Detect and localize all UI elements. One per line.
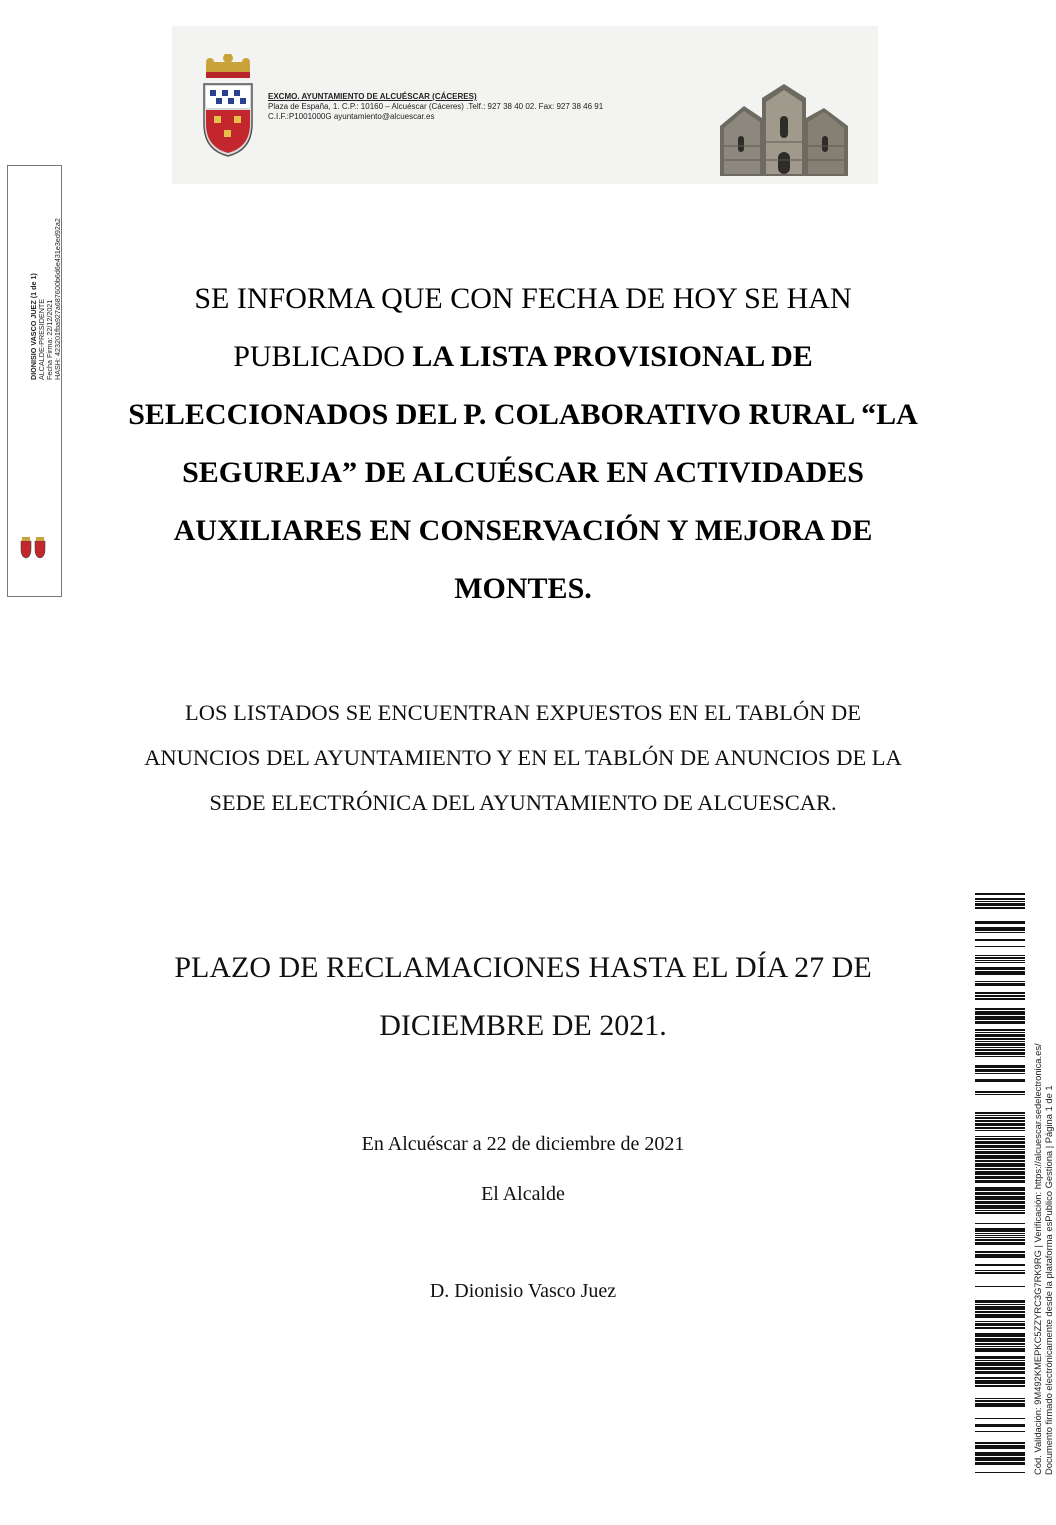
barcode-bar bbox=[975, 962, 1025, 963]
cif-line: C.I.F.:P1001000G ayuntamiento@alcuescar.es bbox=[268, 112, 435, 121]
barcode-bar bbox=[975, 981, 1025, 982]
barcode-bar bbox=[975, 1052, 1025, 1055]
signer-line: DIONISIO VASCO JUEZ (1 de 1) bbox=[29, 273, 38, 380]
barcode-bar bbox=[975, 1235, 1025, 1236]
barcode-bar bbox=[975, 1380, 1025, 1384]
barcode-bar bbox=[975, 1079, 1025, 1082]
barcode-bar bbox=[975, 1314, 1025, 1318]
barcode-bar bbox=[975, 893, 1025, 895]
barcode-bar bbox=[975, 1264, 1025, 1266]
barcode-bar bbox=[975, 1073, 1025, 1074]
barcode-bar bbox=[975, 960, 1025, 961]
signature-hash: HASH: 423201fba927a687600b6d6e431e3ed92a2 bbox=[53, 218, 62, 380]
barcode-bar bbox=[975, 995, 1025, 997]
barcode-bar bbox=[975, 1056, 1025, 1057]
barcode-bar bbox=[975, 1123, 1025, 1126]
barcode-bar bbox=[975, 1160, 1025, 1162]
barcode-bar bbox=[975, 1431, 1025, 1432]
barcode-bar bbox=[975, 1272, 1025, 1274]
church-photo bbox=[714, 76, 854, 180]
signer-role: ALCALDE-PRESIDENTE bbox=[37, 298, 46, 380]
barcode-bar bbox=[975, 1138, 1025, 1140]
barcode-bar bbox=[975, 1223, 1025, 1224]
barcode-bar bbox=[975, 1115, 1025, 1116]
barcode-bar bbox=[975, 1069, 1025, 1072]
barcode-bar bbox=[975, 1155, 1025, 1159]
barcode-bar bbox=[975, 1377, 1025, 1379]
barcode-bar bbox=[975, 992, 1025, 994]
barcode-bar bbox=[975, 1442, 1025, 1444]
barcode-bar bbox=[975, 901, 1025, 902]
barcode-bar bbox=[975, 1176, 1025, 1179]
barcode-bar bbox=[975, 1367, 1025, 1370]
barcode-bar bbox=[975, 1457, 1025, 1461]
barcode-bar bbox=[975, 1371, 1025, 1374]
barcode-bar bbox=[975, 1141, 1025, 1144]
listados-paragraph: LOS LISTADOS SE ENCUENTRAN EXPUESTOS EN EL TABLÓN DE ANUNCIOS DEL AYUNTAMIENTO Y EN EL TABLÓN DE ANUNCIOS DE LA SEDE ELECTRÓNICA DEL AYUNTAMIENTO DE ALCUESCAR. bbox=[144, 700, 902, 815]
barcode-bar bbox=[975, 1029, 1025, 1031]
barcode-bar bbox=[975, 957, 1025, 959]
barcode-bar bbox=[975, 1251, 1025, 1253]
barcode-bar bbox=[975, 955, 1025, 956]
letterhead bbox=[172, 26, 878, 184]
barcode-bar bbox=[975, 1094, 1025, 1095]
barcode-bar bbox=[975, 1091, 1025, 1093]
barcode-bar bbox=[975, 1151, 1025, 1154]
signer-name: D. Dionisio Vasco Juez bbox=[429, 1280, 617, 1302]
signer-role-label: El Alcalde bbox=[481, 1183, 565, 1205]
barcode-bar bbox=[975, 1047, 1025, 1048]
barcode-bar bbox=[975, 1127, 1025, 1129]
barcode-bar bbox=[975, 1286, 1025, 1287]
barcode-bar bbox=[975, 1338, 1025, 1342]
plazo-paragraph: PLAZO DE RECLAMACIONES HASTA EL DÍA 27 DE DICIEMBRE DE 2021. bbox=[174, 951, 872, 1042]
barcode-bar bbox=[975, 983, 1025, 986]
barcode-bar bbox=[975, 1180, 1025, 1183]
barcode bbox=[975, 893, 1025, 1473]
verification-text bbox=[1032, 1043, 1054, 1475]
barcode-bar bbox=[975, 1228, 1025, 1232]
barcode-bar bbox=[975, 1212, 1025, 1214]
barcode-bar bbox=[975, 1327, 1025, 1329]
barcode-bar bbox=[975, 1270, 1025, 1271]
barcode-bar bbox=[975, 1321, 1025, 1322]
barcode-bar bbox=[975, 1254, 1025, 1258]
barcode-bar bbox=[975, 1452, 1025, 1456]
barcode-bar bbox=[975, 1424, 1025, 1427]
barcode-bar bbox=[975, 1145, 1025, 1148]
verification-platform-line: Documento firmado electrónicamente desde la plataforma esPublico Gestiona | Página 1 de 1 bbox=[1043, 1085, 1054, 1475]
barcode-bar bbox=[975, 1472, 1025, 1473]
barcode-bar bbox=[975, 1362, 1025, 1366]
barcode-bar bbox=[975, 898, 1025, 900]
barcode-bar bbox=[975, 1205, 1025, 1209]
barcode-bar bbox=[975, 1171, 1025, 1175]
signature-date: Fecha Firma: 22/12/2021 bbox=[45, 299, 54, 380]
barcode-bar bbox=[975, 927, 1025, 931]
barcode-bar bbox=[975, 1323, 1025, 1326]
barcode-bar bbox=[975, 1149, 1025, 1150]
barcode-bar bbox=[975, 1348, 1025, 1352]
signature-text bbox=[30, 80, 62, 380]
barcode-bar bbox=[975, 1306, 1025, 1310]
stamp-crest-icon bbox=[19, 535, 47, 559]
barcode-bar bbox=[975, 946, 1025, 947]
coat-of-arms-icon bbox=[196, 54, 260, 158]
barcode-bar bbox=[975, 1187, 1025, 1191]
barcode-bar bbox=[975, 1418, 1025, 1419]
barcode-bar bbox=[975, 1242, 1025, 1245]
barcode-bar bbox=[975, 1163, 1025, 1167]
title-bold: LA LISTA PROVISIONAL DE SELECCIONADOS DEL P. COLABORATIVO RURAL “LA SEGUREJA” DE ALCUÉSCAR EN ACTIVIDADES AUXILIARES EN CONSERVACIÓN Y MEJORA DE MONTES. bbox=[128, 340, 918, 605]
address-line: Plaza de España, 1. C.P.: 10160 – Alcuéscar (Cáceres) .Telf.: 927 38 40 02. Fax: 927 38 46 91 bbox=[268, 102, 604, 111]
barcode-bar bbox=[975, 1201, 1025, 1204]
barcode-bar bbox=[975, 1233, 1025, 1234]
barcode-bar bbox=[975, 903, 1025, 906]
barcode-bar bbox=[975, 967, 1025, 970]
barcode-bar bbox=[975, 1360, 1025, 1361]
barcode-bar bbox=[975, 1021, 1025, 1024]
barcode-bar bbox=[975, 1403, 1025, 1407]
barcode-bar bbox=[975, 1210, 1025, 1211]
barcode-bar bbox=[975, 907, 1025, 909]
barcode-bar bbox=[975, 1136, 1025, 1137]
barcode-bar bbox=[975, 971, 1025, 975]
barcode-bar bbox=[975, 1237, 1025, 1238]
title-intro: SE INFORMA QUE CON FECHA DE HOY SE HAN PUBLICADO bbox=[194, 282, 852, 373]
barcode-bar bbox=[975, 1333, 1025, 1337]
barcode-bar bbox=[975, 1016, 1025, 1020]
barcode-bar bbox=[975, 1168, 1025, 1170]
barcode-bar bbox=[975, 1311, 1025, 1313]
place-date: En Alcuéscar a 22 de diciembre de 2021 bbox=[361, 1133, 685, 1155]
barcode-bar bbox=[975, 1112, 1025, 1114]
barcode-bar bbox=[975, 1065, 1025, 1068]
barcode-bar bbox=[975, 1192, 1025, 1195]
barcode-bar bbox=[975, 998, 1025, 1000]
barcode-bar bbox=[975, 1034, 1025, 1037]
barcode-bar bbox=[975, 921, 1025, 924]
barcode-bar bbox=[975, 1398, 1025, 1399]
announcement-title bbox=[125, 270, 921, 618]
org-name: EXCMO. AYUNTAMIENTO DE ALCUÉSCAR (CÁCERES) bbox=[268, 92, 477, 101]
letterhead-text bbox=[268, 92, 718, 122]
barcode-bar bbox=[975, 1043, 1025, 1046]
barcode-bar bbox=[975, 1032, 1025, 1033]
barcode-bar bbox=[975, 1130, 1025, 1131]
barcode-bar bbox=[975, 1385, 1025, 1387]
barcode-bar bbox=[975, 1196, 1025, 1200]
barcode-bar bbox=[975, 1300, 1025, 1303]
barcode-bar bbox=[975, 1400, 1025, 1402]
barcode-bar bbox=[975, 1008, 1025, 1010]
barcode-bar bbox=[975, 1445, 1025, 1449]
barcode-bar bbox=[975, 1117, 1025, 1119]
barcode-bar bbox=[975, 1011, 1025, 1015]
barcode-bar bbox=[975, 1120, 1025, 1122]
barcode-bar bbox=[975, 932, 1025, 933]
barcode-bar bbox=[975, 1038, 1025, 1040]
barcode-bar bbox=[975, 1462, 1025, 1465]
barcode-bar bbox=[975, 1304, 1025, 1305]
verification-code-line: Cód. Validación: 9M492KMEPKC5ZZYRC3G7RK9RG | Verificación: https://alcuescar.sedelectronica.es/ bbox=[1032, 1043, 1043, 1475]
barcode-bar bbox=[975, 1343, 1025, 1345]
barcode-bar bbox=[975, 1356, 1025, 1359]
barcode-bar bbox=[975, 1049, 1025, 1051]
barcode-bar bbox=[975, 1041, 1025, 1042]
barcode-bar bbox=[975, 1346, 1025, 1347]
barcode-bar bbox=[975, 1239, 1025, 1241]
barcode-bar bbox=[975, 939, 1025, 941]
